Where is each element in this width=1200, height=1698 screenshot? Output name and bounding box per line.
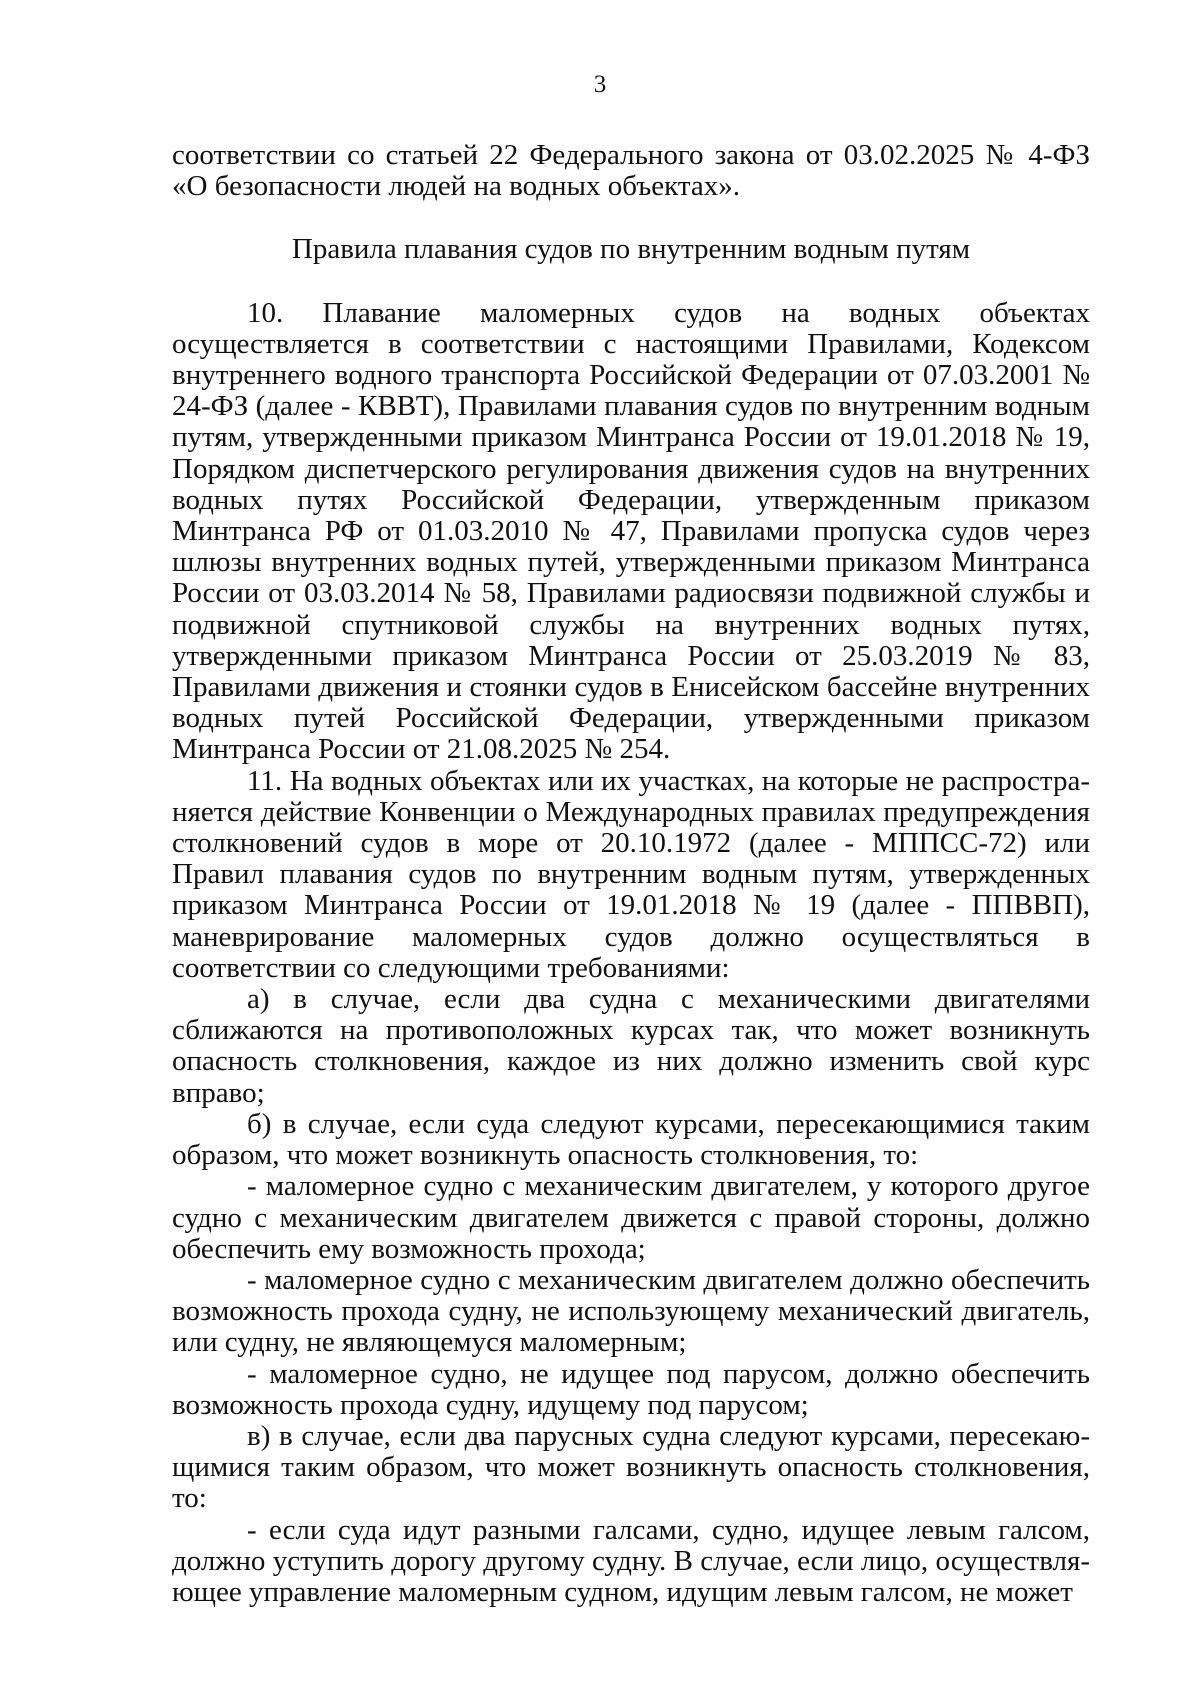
list-item-b-3: - маломерное судно, не идущее под парусом, должно обеспечить возможность прохода судну, идущему под парусом;	[172, 1357, 1090, 1421]
document-body	[172, 140, 1090, 1608]
list-item-v-1: - если суда идут разными галсами, судно, идущее левым галсом, должно уступить дорогу другому судну. В случае, если лицо, осуществляющее управление маломерным судном, идущим левым галсом, не может	[172, 1513, 1090, 1608]
section-heading: Правила плавания судов по внутренним водным путям	[291, 233, 971, 266]
list-item-b-1: - маломерное судно с механическим двигателем, у которого другое судно с механическим двигателем движется с правой стороны, должно обеспечить ему возможность прохода;	[172, 1170, 1090, 1265]
list-item-b-2: - маломерное судно с механическим двигателем должно обеспечить возможность прохода судну, не использующему механический двигатель, или судну, не являющемуся маломерным;	[172, 1263, 1090, 1359]
paragraph-10: 10. Плавание маломерных судов на водных объектах осуществляется в соответствии с настоящими Правилами, Кодексом внутреннего водного транспорта Российской Федерации от 07.03.2001 № 24-ФЗ (далее - КВВТ), Правилами плавания судов по внутренним водным путям, утвержденными приказом Минтранса России от 19.01.2018 № 19, Порядком диспетчерского регулирования движения судов на внутренних водных путях Российской Федерации, утвержденным приказом Минтранса РФ от 01.03.2010 № 47, Правилами пропуска судов через шлюзы внутренних водных путей, утвержденными приказом Минтранса России от 03.03.2014 № 58, Правилами радиосвязи подвижной службы и подвижной спутниковой службы на внутренних водных путях, утвержденными приказом Минтранса России от 25.03.2019 № 83, Правилами движения и стоянки судов в Енисейском бассейне внутренних водных путей Российской Федерации, утвержденными приказом Минтранса России от 21.08.2025 № 254.	[172, 296, 1090, 766]
subparagraph-a: а) в случае, если два судна с механическими двигателями сближаются на противоположных курсах так, что может возникнуть опасность столкновения, каждое из них должно изменить свой курс вправо;	[172, 983, 1090, 1109]
subparagraph-b: б) в случае, если суда следуют курсами, пересекающимися таким образом, что может возникнуть опасность столкновения, то:	[172, 1107, 1090, 1172]
page-number: 3	[593, 71, 607, 98]
intro-paragraph: соответствии со статьей 22 Федерального закона от 03.02.2025 № 4-ФЗ «О безопасности людей на водных объектах».	[172, 139, 1090, 203]
paragraph-11: 11. На водных объектах или их участках, на которые не распространяется действие Конвенции о Международных правилах предупреждения столкновений судов в море от 20.10.1972 (далее - МППСС-72) или Правил плавания судов по внутренним водным путям, утвержденных приказом Минтранса России от 19.01.2018 № 19 (далее - ППВВП), маневрирование маломерных судов должно осуществляться в соответствии со следующими требованиями:	[172, 764, 1090, 984]
subparagraph-v: в) в случае, если два парусных судна следуют курсами, пересекающимися таким образом, что может возникнуть опасность столкновения, то:	[172, 1419, 1090, 1515]
